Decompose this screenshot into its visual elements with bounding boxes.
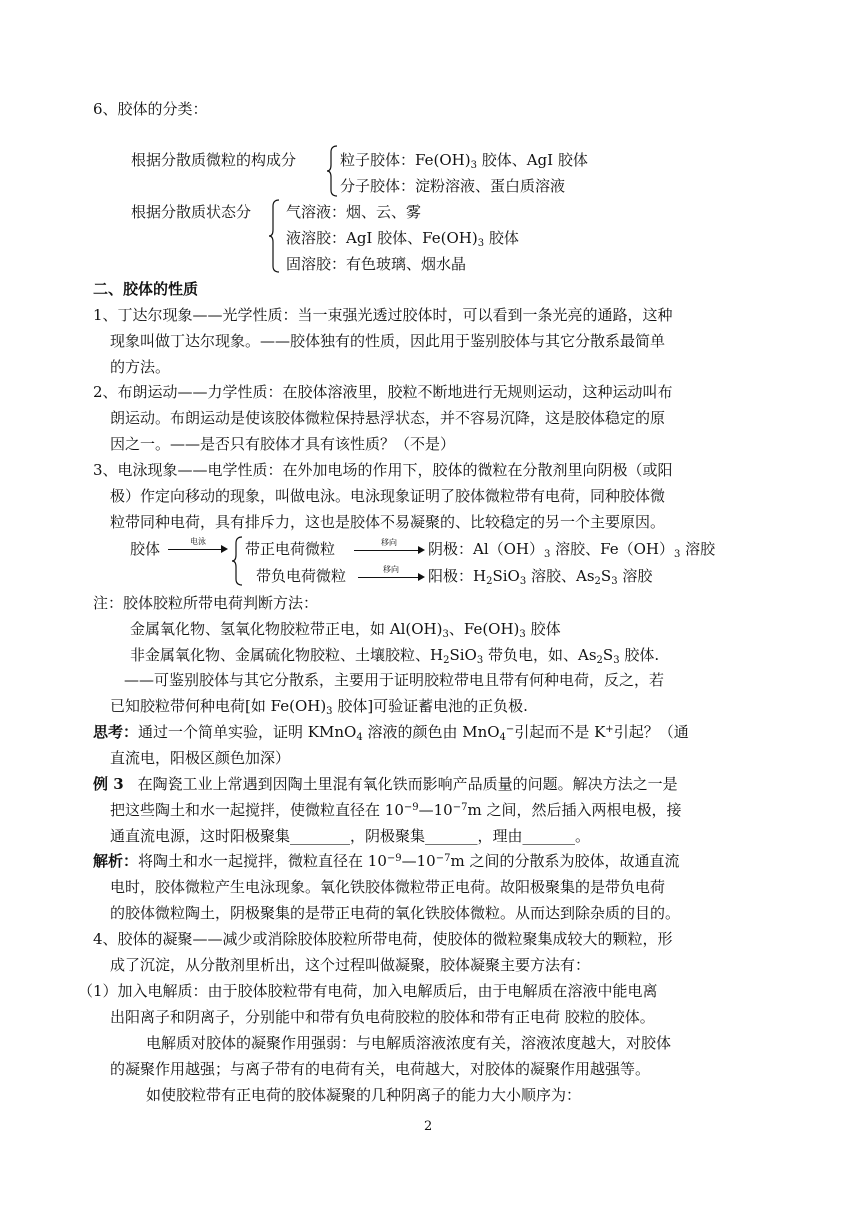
arrow-label: 移向 — [381, 538, 397, 547]
note-line: 金属氧化物、氢氧化物胶粒带正电，如 $Al(OH)_3$、$Fe(OH)_3$ 胶体 — [130, 620, 561, 640]
think-line: 通过一个简单实验，证明 KMnO$_4$ 溶液的颜色由 MnO$_4$−引起而不是 K+引起？（通 — [138, 723, 689, 743]
electrophoresis-arrow — [168, 537, 228, 553]
note-line: 非金属氧化物、金属硫化物胶粒、土壤胶粒、$H_2SiO_3$ 带负电，如、$As_2S_3$ 胶体. — [130, 646, 660, 666]
paragraph-line: 3、电泳现象——电学性质：在外加电场的作用下，胶体的微粒在分散剂里向阴极（或阳 — [93, 461, 673, 479]
note-line: 已知胶粒带何种电荷[如 $Fe(OH)_3$ 胶体]可验证蓄电池的正负极. — [110, 697, 528, 717]
solution-block — [93, 851, 679, 871]
classification-item: 气溶液：烟、云、雾 — [286, 203, 422, 221]
paragraph-line: 因之一。——是否只有胶体才具有该性质？（不是） — [110, 435, 456, 453]
paragraph-line: 现象叫做丁达尔现象。——胶体独有的性质，因此用于鉴别胶体与其它分散系最简单 — [110, 332, 666, 350]
classification-item: 液溶胶：AgI 胶体、$Fe(OH)_3$ 胶体 — [286, 229, 519, 249]
scheme-positive: 带正电荷微粒 — [245, 540, 336, 558]
think-label: 思考： — [93, 723, 139, 741]
scheme-anode: 阳极：$H_2SiO_3$ 溶胶、$As_2S_3$ 溶胶 — [428, 567, 653, 587]
solution-line: 将陶土和水一起搅拌，微粒直径在 $10^{-9}—10^{-7}m$ 之间的分散系为胶体，故通直流 — [138, 852, 680, 870]
think-line: 直流电，阳极区颜色加深） — [110, 749, 291, 767]
paragraph-line: 4、胶体的凝聚——减少或消除胶体胶粒所带电荷，使胶体的微粒聚集成较大的颗粒，形 — [93, 930, 673, 948]
arrow-label: 移向 — [383, 565, 399, 574]
move-arrow — [358, 565, 424, 581]
paragraph-line: 1、丁达尔现象——光学性质：当一束强光透过胶体时，可以看到一条光亮的通路，这种 — [93, 306, 673, 324]
section-heading: 6、胶体的分类： — [93, 100, 208, 118]
classification-label: 根据分散质状态分 — [131, 203, 252, 221]
move-arrow — [354, 538, 424, 554]
paragraph-line: 成了沉淀，从分散剂里析出，这个过程叫做凝聚，胶体凝聚主要方法有： — [110, 956, 591, 974]
solution-label: 解析： — [93, 852, 139, 870]
scheme-negative: 带负电荷微粒 — [256, 567, 347, 585]
classification-item: 粒子胶体：$Fe(OH)_3$ 胶体、AgI 胶体 — [340, 151, 588, 171]
example-block — [93, 774, 678, 794]
brace-icon — [268, 199, 280, 273]
paragraph-line: 的方法。 — [110, 358, 171, 376]
scheme-colloid: 胶体 — [130, 540, 161, 558]
paragraph-line: 的凝聚作用越强；与离子带有的电荷有关，电荷越大，对胶体的凝聚作用越强等。 — [110, 1060, 651, 1078]
arrow-label: 电泳 — [190, 537, 206, 546]
example-line: 通直流电源，这时阳极聚集________，阴极聚集_______，理由_______。 — [110, 827, 591, 845]
page-number: 2 — [424, 1119, 433, 1134]
paragraph-line: 朗运动。布朗运动是使该胶体微粒保持悬浮状态，并不容易沉降，这是胶体稳定的原 — [110, 409, 666, 427]
paragraph-line: 粒带同种电荷，具有排斥力，这也是胶体不易凝聚的、比较稳定的另一个主要原因。 — [110, 513, 666, 531]
example-line: 在陶瓷工业上常遇到因陶土里混有氧化铁而影响产品质量的问题。解决方法之一是 — [137, 775, 678, 793]
scheme-cathode: 阴极：$Al(OH)_3$ 溶胶、$Fe(OH)_3$ 溶胶 — [428, 540, 716, 560]
brace-icon — [326, 145, 338, 197]
classification-item: 分子胶体：淀粉溶液、蛋白质溶液 — [340, 177, 566, 195]
solution-line: 的胶体微粒陶土，阴极聚集的是带正电荷的氧化铁胶体微粒。从而达到除杂质的目的。 — [110, 904, 681, 922]
example-label: 例 3 — [93, 775, 124, 793]
paragraph-line: 出阳离子和阴离子，分别能中和带有负电荷胶粒的胶体和带有正电荷 胶粒的胶体。 — [110, 1008, 655, 1026]
note-title: 注：胶体胶粒所带电荷判断方法： — [93, 594, 319, 612]
section-heading: 二、胶体的性质 — [93, 280, 199, 298]
brace-icon — [231, 536, 243, 586]
paragraph-line: 2、布朗运动——力学性质：在胶体溶液里，胶粒不断地进行无规则运动，这种运动叫布 — [93, 383, 673, 401]
note-line: ——可鉴别胶体与其它分散系，主要用于证明胶粒带电且带有何种电荷，反之，若 — [124, 671, 665, 689]
paragraph-line: 极）作定向移动的现象，叫做电泳。电泳现象证明了胶体微粒带有电荷，同种胶体微 — [110, 487, 666, 505]
classification-item: 固溶胶：有色玻璃、烟水晶 — [286, 255, 467, 273]
paragraph-line: 电解质对胶体的凝聚作用强弱：与电解质溶液浓度有关，溶液浓度越大，对胶体 — [146, 1034, 672, 1052]
example-line: 把这些陶土和水一起搅拌，使微粒直径在 $10^{-9}—10^{-7}m$ 之间，然后插入两根电极，接 — [110, 801, 682, 819]
paragraph-line: 如使胶粒带有正电荷的胶体凝聚的几种阴离子的能力大小顺序为： — [146, 1086, 582, 1104]
think-block — [93, 722, 689, 742]
classification-label: 根据分散质微粒的构成分 — [131, 151, 297, 169]
paragraph-line: （1）加入电解质：由于胶体胶粒带有电荷，加入电解质后，由于电解质在溶液中能电离 — [78, 982, 658, 1000]
solution-line: 电时，胶体微粒产生电泳现象。氧化铁胶体微粒带正电荷。故阳极聚集的是带负电荷 — [110, 878, 666, 896]
